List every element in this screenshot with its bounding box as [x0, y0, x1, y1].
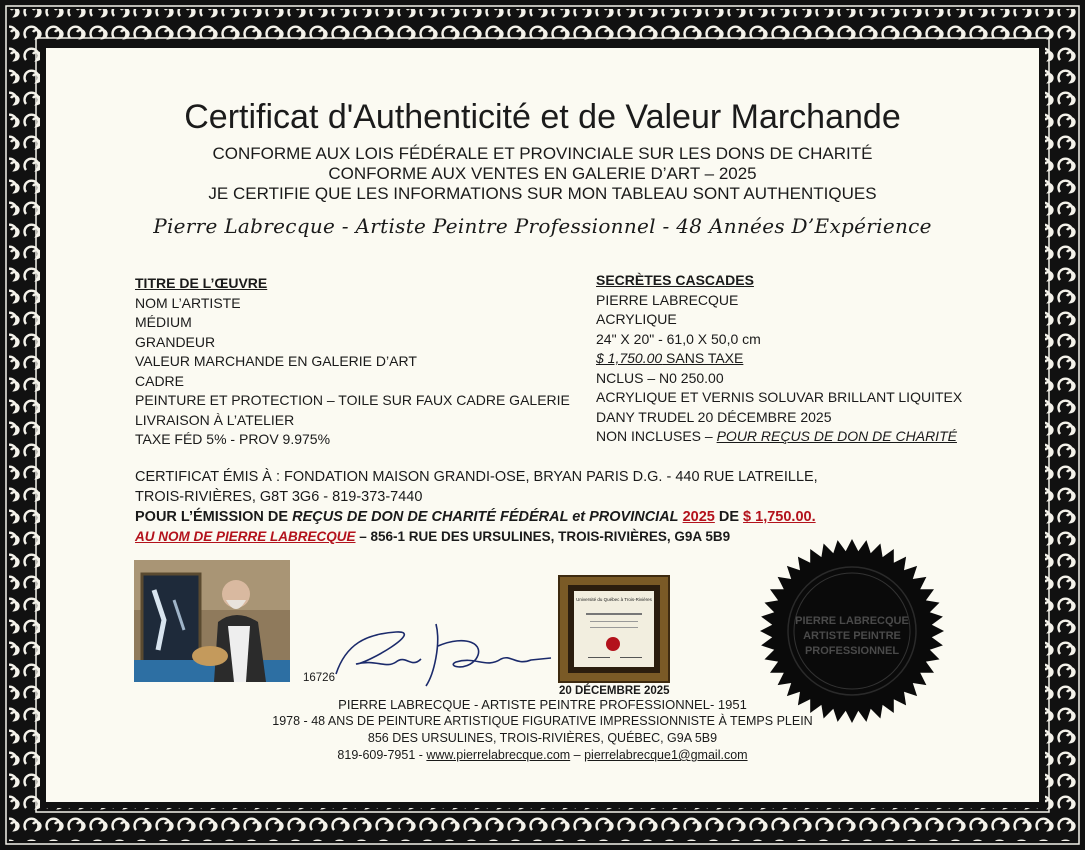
- issued-name: AU NOM DE PIERRE LABRECQUE: [135, 529, 356, 544]
- label-size: GRANDEUR: [135, 333, 216, 350]
- footer-phone: 819-609-7951 -: [337, 748, 427, 762]
- footer-email-link[interactable]: pierrelabrecque1@gmail.com: [584, 748, 748, 762]
- value-protection: ACRYLIQUE ET VERNIS SOLUVAR BRILLANT LIQUITEX: [596, 389, 963, 405]
- value-artist: PIERRE LABRECQUE: [596, 291, 739, 308]
- label-delivery: LIVRAISON À L’ATELIER: [135, 411, 295, 428]
- artist-script-line: Pierre Labrecque - Artiste Peintre Professionnel - 48 Années D’Expérience: [153, 214, 932, 238]
- label-protection: PEINTURE ET PROTECTION – TOILE SUR FAUX CADRE GALERIE: [135, 392, 570, 408]
- label-medium: MÉDIUM: [135, 314, 192, 330]
- signature-date: 20 DÉCEMBRE 2025: [559, 685, 670, 697]
- value-tax-note: POUR REÇUS DE DON DE CHARITÉ: [716, 428, 957, 444]
- footer-line-1: PIERRE LABRECQUE - ARTISTE PEINTRE PROFESSIONNEL- 1951: [338, 697, 747, 712]
- seal-line-3: PROFESSIONNEL: [804, 645, 900, 657]
- value-note: SANS TAXE: [662, 350, 744, 366]
- value-market-value: [596, 349, 962, 369]
- value-medium: ACRYLIQUE: [596, 311, 677, 327]
- value-tax: [596, 427, 962, 447]
- footer-website-link[interactable]: www.pierrelabrecque.com: [426, 748, 571, 762]
- issued-line-3: [135, 509, 816, 525]
- subtitle-line-1: CONFORME AUX LOIS FÉDÉRALE ET PROVINCIALE SUR LES DONS DE CHARITÉ: [212, 144, 873, 163]
- value-frame: NCLUS – N0 250.00: [596, 369, 724, 386]
- value-tax-prefix: NON INCLUSES –: [596, 428, 717, 444]
- value-size: 24" X 20" - 61,0 X 50,0 cm: [596, 330, 761, 347]
- artist-signature: [326, 604, 556, 694]
- footer-line-2: 1978 - 48 ANS DE PEINTURE ARTISTIQUE FIGURATIVE IMPRESSIONNISTE À TEMPS PLEIN: [272, 714, 813, 728]
- framed-diploma: [558, 575, 670, 683]
- field-labels: [135, 274, 570, 450]
- label-title: TITRE DE L’ŒUVRE: [135, 275, 268, 291]
- value-delivery: DANY TRUDEL 20 DÉCEMBRE 2025: [596, 408, 832, 425]
- certificate-title: Certificat d'Authenticité et de Valeur Marchande: [184, 98, 901, 136]
- label-frame: CADRE: [135, 372, 185, 389]
- signature-number: 16726: [303, 672, 335, 684]
- artist-photo: [134, 560, 290, 682]
- label-value: VALEUR MARCHANDE EN GALERIE D’ART: [135, 353, 417, 369]
- subtitle-line-2: CONFORME AUX VENTES EN GALERIE D’ART – 2025: [328, 164, 757, 183]
- issued-line-1: CERTIFICAT ÉMIS À : FONDATION MAISON GRANDI-OSE, BRYAN PARIS D.G. - 440 RUE LATREILLE,: [135, 469, 818, 485]
- issued-year: 2025: [682, 509, 715, 525]
- label-tax: TAXE FÉD 5% - PROV 9.975%: [135, 431, 331, 447]
- field-values: [596, 271, 962, 447]
- issued-line-2: TROIS-RIVIÈRES, G8T 3G6 - 819-373-7440: [135, 489, 423, 505]
- seal-line-2: ARTISTE PEINTRE: [803, 630, 901, 642]
- value-title: SECRÈTES CASCADES: [596, 272, 754, 288]
- subtitle-line-3: JE CERTIFIE QUE LES INFORMATIONS SUR MON TABLEAU SONT AUTHENTIQUES: [208, 184, 877, 203]
- issued-amount: $ 1,750.00.: [743, 509, 816, 525]
- footer-contact: [0, 748, 1085, 762]
- issued-of: DE: [714, 509, 744, 525]
- footer-separator: –: [570, 748, 585, 762]
- issued-purpose-prefix: POUR L’ÉMISSION DE: [135, 509, 293, 525]
- footer-line-3: 856 DES URSULINES, TROIS-RIVIÈRES, QUÉBEC, G9A 5B9: [367, 731, 718, 745]
- issued-purpose: REÇUS DE DON DE CHARITÉ FÉDÉRAL et PROVINCIAL: [292, 509, 679, 525]
- issued-line-4: [135, 529, 730, 544]
- diploma-text: Université du Québec à Trois-Rivières: [576, 597, 652, 602]
- value-amount: $ 1,750.00: [596, 350, 663, 366]
- seal-line-1: PIERRE LABRECQUE: [795, 615, 909, 627]
- issued-address: – 856-1 RUE DES URSULINES, TROIS-RIVIÈRES, G9A 5B9: [355, 529, 731, 544]
- label-artist: NOM L’ARTISTE: [135, 294, 241, 311]
